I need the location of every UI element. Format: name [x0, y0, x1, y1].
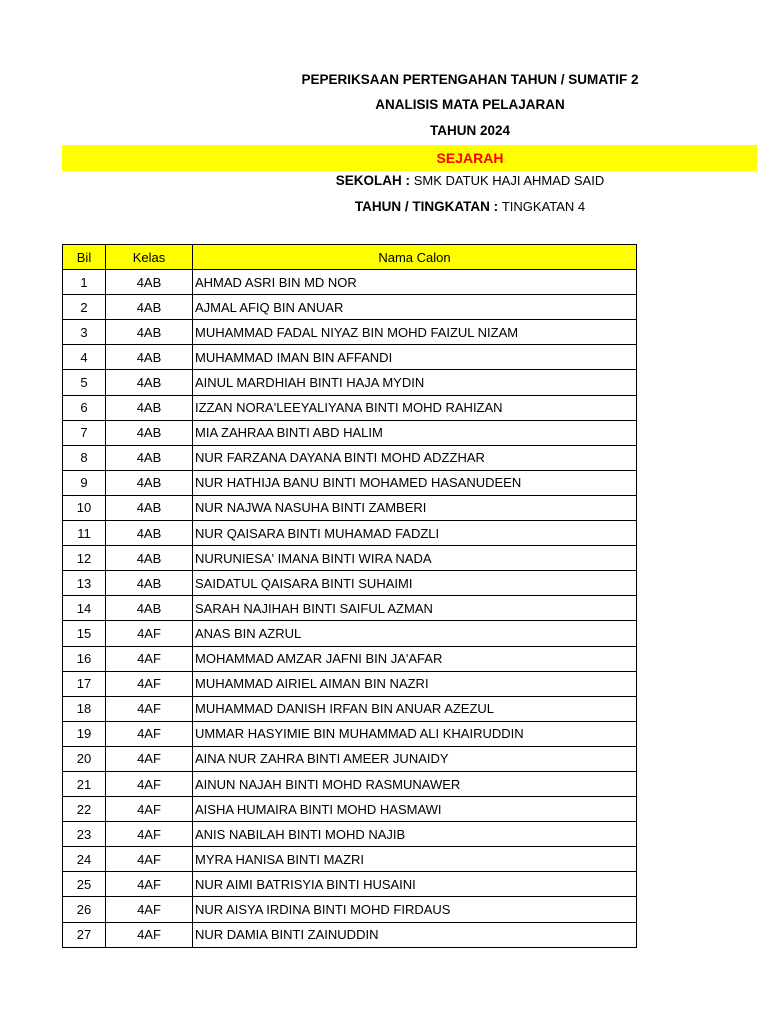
nama-calon-cell: AINA NUR ZAHRA BINTI AMEER JUNAIDY: [193, 746, 637, 771]
nama-calon-cell: ANIS NABILAH BINTI MOHD NAJIB: [193, 822, 637, 847]
nama-calon-cell: AINUN NAJAH BINTI MOHD RASMUNAWER: [193, 771, 637, 796]
kelas-cell: 4AB: [106, 571, 193, 596]
bil-cell: 11: [63, 521, 106, 546]
table-row: [63, 370, 637, 395]
bil-cell: 17: [63, 671, 106, 696]
kelas-cell: 4AF: [106, 696, 193, 721]
nama-calon-cell: SARAH NAJIHAH BINTI SAIFUL AZMAN: [193, 596, 637, 621]
table-header-row: [63, 245, 637, 270]
nama-calon-cell: MUHAMMAD FADAL NIYAZ BIN MOHD FAIZUL NIZAM: [193, 320, 637, 345]
table-row: [63, 295, 637, 320]
kelas-cell: 4AB: [106, 596, 193, 621]
nama-calon-cell: NUR HATHIJA BANU BINTI MOHAMED HASANUDEEN: [193, 470, 637, 495]
header-nama-calon: Nama Calon: [193, 245, 637, 270]
bil-cell: 15: [63, 621, 106, 646]
table-row: [63, 822, 637, 847]
kelas-cell: 4AF: [106, 721, 193, 746]
bil-cell: 10: [63, 495, 106, 520]
kelas-cell: 4AF: [106, 771, 193, 796]
nama-calon-cell: AINUL MARDHIAH BINTI HAJA MYDIN: [193, 370, 637, 395]
kelas-cell: 4AF: [106, 822, 193, 847]
header-bil: Bil: [63, 245, 106, 270]
kelas-cell: 4AF: [106, 746, 193, 771]
nama-calon-cell: UMMAR HASYIMIE BIN MUHAMMAD ALI KHAIRUDDIN: [193, 721, 637, 746]
table-row: [63, 495, 637, 520]
table-row: [63, 420, 637, 445]
kelas-cell: 4AF: [106, 797, 193, 822]
bil-cell: 5: [63, 370, 106, 395]
kelas-cell: 4AB: [106, 470, 193, 495]
bil-cell: 4: [63, 345, 106, 370]
table-row: [63, 847, 637, 872]
nama-calon-cell: NUR DAMIA BINTI ZAINUDDIN: [193, 922, 637, 947]
nama-calon-cell: ANAS BIN AZRUL: [193, 621, 637, 646]
kelas-cell: 4AB: [106, 420, 193, 445]
bil-cell: 19: [63, 721, 106, 746]
table-row: [63, 470, 637, 495]
school-line: [0, 173, 768, 188]
kelas-cell: 4AF: [106, 922, 193, 947]
table-row: [63, 546, 637, 571]
table-row: [63, 320, 637, 345]
nama-calon-cell: MIA ZAHRAA BINTI ABD HALIM: [193, 420, 637, 445]
table-row: [63, 922, 637, 947]
bil-cell: 1: [63, 270, 106, 295]
table-row: [63, 395, 637, 420]
nama-calon-cell: MUHAMMAD DANISH IRFAN BIN ANUAR AZEZUL: [193, 696, 637, 721]
nama-calon-cell: NURUNIESA' IMANA BINTI WIRA NADA: [193, 546, 637, 571]
header-kelas: Kelas: [106, 245, 193, 270]
analysis-title: ANALISIS MATA PELAJARAN: [375, 97, 565, 112]
table-row: [63, 270, 637, 295]
nama-calon-cell: AISHA HUMAIRA BINTI MOHD HASMAWI: [193, 797, 637, 822]
level-value: TINGKATAN 4: [501, 199, 586, 214]
bil-cell: 7: [63, 420, 106, 445]
kelas-cell: 4AB: [106, 445, 193, 470]
bil-cell: 14: [63, 596, 106, 621]
table-row: [63, 521, 637, 546]
subject-title: SEJARAH: [436, 150, 504, 166]
kelas-cell: 4AF: [106, 847, 193, 872]
nama-calon-cell: NUR FARZANA DAYANA BINTI MOHD ADZZHAR: [193, 445, 637, 470]
kelas-cell: 4AB: [106, 370, 193, 395]
bil-cell: 23: [63, 822, 106, 847]
table-row: [63, 897, 637, 922]
nama-calon-cell: NUR QAISARA BINTI MUHAMAD FADZLI: [193, 521, 637, 546]
bil-cell: 9: [63, 470, 106, 495]
bil-cell: 18: [63, 696, 106, 721]
table-row: [63, 872, 637, 897]
kelas-cell: 4AB: [106, 546, 193, 571]
kelas-cell: 4AB: [106, 521, 193, 546]
kelas-cell: 4AF: [106, 646, 193, 671]
bil-cell: 3: [63, 320, 106, 345]
table-row: [63, 345, 637, 370]
level-label: TAHUN / TINGKATAN :: [354, 199, 499, 214]
kelas-cell: 4AB: [106, 320, 193, 345]
kelas-cell: 4AF: [106, 671, 193, 696]
table-row: [63, 696, 637, 721]
table-row: [63, 571, 637, 596]
nama-calon-cell: MOHAMMAD AMZAR JAFNI BIN JA'AFAR: [193, 646, 637, 671]
nama-calon-cell: NUR NAJWA NASUHA BINTI ZAMBERI: [193, 495, 637, 520]
kelas-cell: 4AB: [106, 270, 193, 295]
kelas-cell: 4AB: [106, 395, 193, 420]
bil-cell: 2: [63, 295, 106, 320]
table-row: [63, 621, 637, 646]
bil-cell: 16: [63, 646, 106, 671]
kelas-cell: 4AB: [106, 295, 193, 320]
table-row: [63, 771, 637, 796]
table-row: [63, 797, 637, 822]
school-value: SMK DATUK HAJI AHMAD SAID: [413, 173, 605, 188]
kelas-cell: 4AF: [106, 897, 193, 922]
bil-cell: 25: [63, 872, 106, 897]
bil-cell: 13: [63, 571, 106, 596]
level-line: [0, 199, 768, 214]
nama-calon-cell: IZZAN NORA'LEEYALIYANA BINTI MOHD RAHIZAN: [193, 395, 637, 420]
bil-cell: 26: [63, 897, 106, 922]
table-row: [63, 746, 637, 771]
kelas-cell: 4AF: [106, 872, 193, 897]
bil-cell: 6: [63, 395, 106, 420]
kelas-cell: 4AF: [106, 621, 193, 646]
bil-cell: 21: [63, 771, 106, 796]
table-body: [63, 270, 637, 948]
school-label: SEKOLAH :: [335, 173, 410, 188]
nama-calon-cell: MUHAMMAD IMAN BIN AFFANDI: [193, 345, 637, 370]
bil-cell: 24: [63, 847, 106, 872]
bil-cell: 22: [63, 797, 106, 822]
table-row: [63, 646, 637, 671]
year-title: TAHUN 2024: [429, 123, 511, 138]
exam-title: PEPERIKSAAN PERTENGAHAN TAHUN / SUMATIF 2: [301, 72, 639, 87]
bil-cell: 8: [63, 445, 106, 470]
nama-calon-cell: MYRA HANISA BINTI MAZRI: [193, 847, 637, 872]
nama-calon-cell: MUHAMMAD AIRIEL AIMAN BIN NAZRI: [193, 671, 637, 696]
bil-cell: 20: [63, 746, 106, 771]
nama-calon-cell: AHMAD ASRI BIN MD NOR: [193, 270, 637, 295]
kelas-cell: 4AB: [106, 495, 193, 520]
table-row: [63, 721, 637, 746]
table-row: [63, 445, 637, 470]
bil-cell: 12: [63, 546, 106, 571]
nama-calon-cell: NUR AISYA IRDINA BINTI MOHD FIRDAUS: [193, 897, 637, 922]
candidate-table: [62, 244, 637, 948]
nama-calon-cell: AJMAL AFIQ BIN ANUAR: [193, 295, 637, 320]
nama-calon-cell: NUR AIMI BATRISYIA BINTI HUSAINI: [193, 872, 637, 897]
bil-cell: 27: [63, 922, 106, 947]
table-row: [63, 671, 637, 696]
kelas-cell: 4AB: [106, 345, 193, 370]
nama-calon-cell: SAIDATUL QAISARA BINTI SUHAIMI: [193, 571, 637, 596]
table-row: [63, 596, 637, 621]
